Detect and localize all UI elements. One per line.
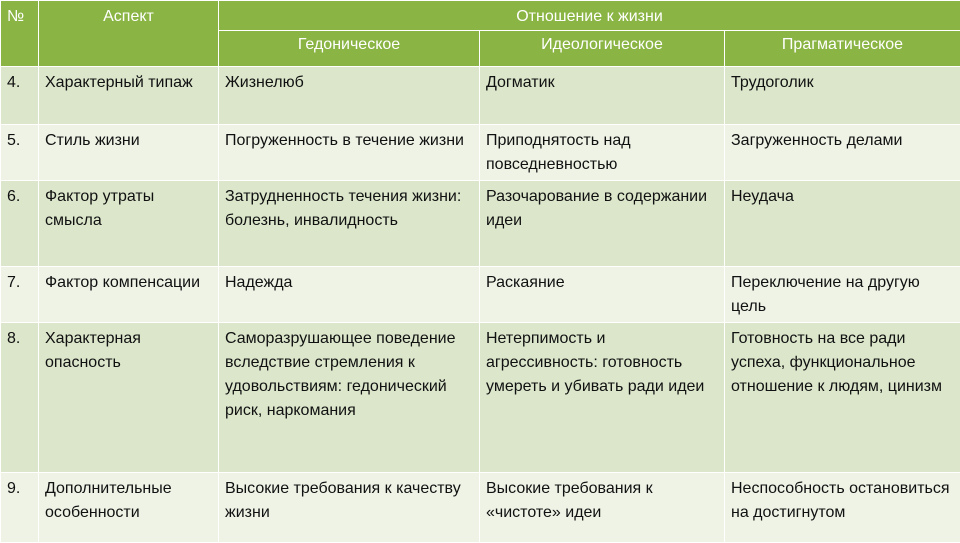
cell-pragmatic: Переключение на другую цель [725, 267, 960, 323]
row-number: 8. [1, 323, 39, 473]
cell-hedonic: Саморазрушающее поведение вследствие стремления к удовольствиям: гедонический риск, наркомания [219, 323, 480, 473]
table-row [1, 181, 960, 267]
row-aspect: Фактор утраты смысла [39, 181, 219, 267]
cell-hedonic: Высокие требования к качеству жизни [219, 473, 480, 543]
cell-pragmatic: Трудоголик [725, 67, 960, 125]
row-number: 5. [1, 125, 39, 181]
row-number: 7. [1, 267, 39, 323]
header-attitude-group: Отношение к жизни [219, 1, 960, 31]
cell-hedonic: Надежда [219, 267, 480, 323]
cell-pragmatic: Неудача [725, 181, 960, 267]
header-aspect: Аспект [39, 1, 219, 67]
cell-hedonic: Затрудненность течения жизни: болезнь, инвалидность [219, 181, 480, 267]
cell-ideological: Раскаяние [480, 267, 725, 323]
header-pragmatic: Прагматическое [725, 31, 960, 67]
row-number: 4. [1, 67, 39, 125]
table-row [1, 125, 960, 181]
cell-hedonic: Жизнелюб [219, 67, 480, 125]
cell-ideological: Разочарование в содержании идеи [480, 181, 725, 267]
cell-hedonic: Погруженность в течение жизни [219, 125, 480, 181]
cell-ideological: Нетерпимость и агрессивность: готовность умереть и убивать ради идеи [480, 323, 725, 473]
cell-ideological: Догматик [480, 67, 725, 125]
header-number: № [1, 1, 39, 67]
cell-ideological: Приподнятость над повседневностью [480, 125, 725, 181]
table-row [1, 473, 960, 543]
row-aspect: Фактор компенсации [39, 267, 219, 323]
table-row [1, 267, 960, 323]
row-aspect: Стиль жизни [39, 125, 219, 181]
cell-pragmatic: Загруженность делами [725, 125, 960, 181]
row-number: 6. [1, 181, 39, 267]
header-ideological: Идеологическое [480, 31, 725, 67]
row-aspect: Характерная опасность [39, 323, 219, 473]
row-number: 9. [1, 473, 39, 543]
row-aspect: Характерный типаж [39, 67, 219, 125]
row-aspect: Дополнительные особенности [39, 473, 219, 543]
header-hedonic: Гедоническое [219, 31, 480, 67]
cell-pragmatic: Готовность на все ради успеха, функциональное отношение к людям, цинизм [725, 323, 960, 473]
cell-ideological: Высокие требования к «чистоте» идеи [480, 473, 725, 543]
cell-pragmatic: Неспособность остановиться на достигнутом [725, 473, 960, 543]
table-row [1, 67, 960, 125]
table-row [1, 323, 960, 473]
